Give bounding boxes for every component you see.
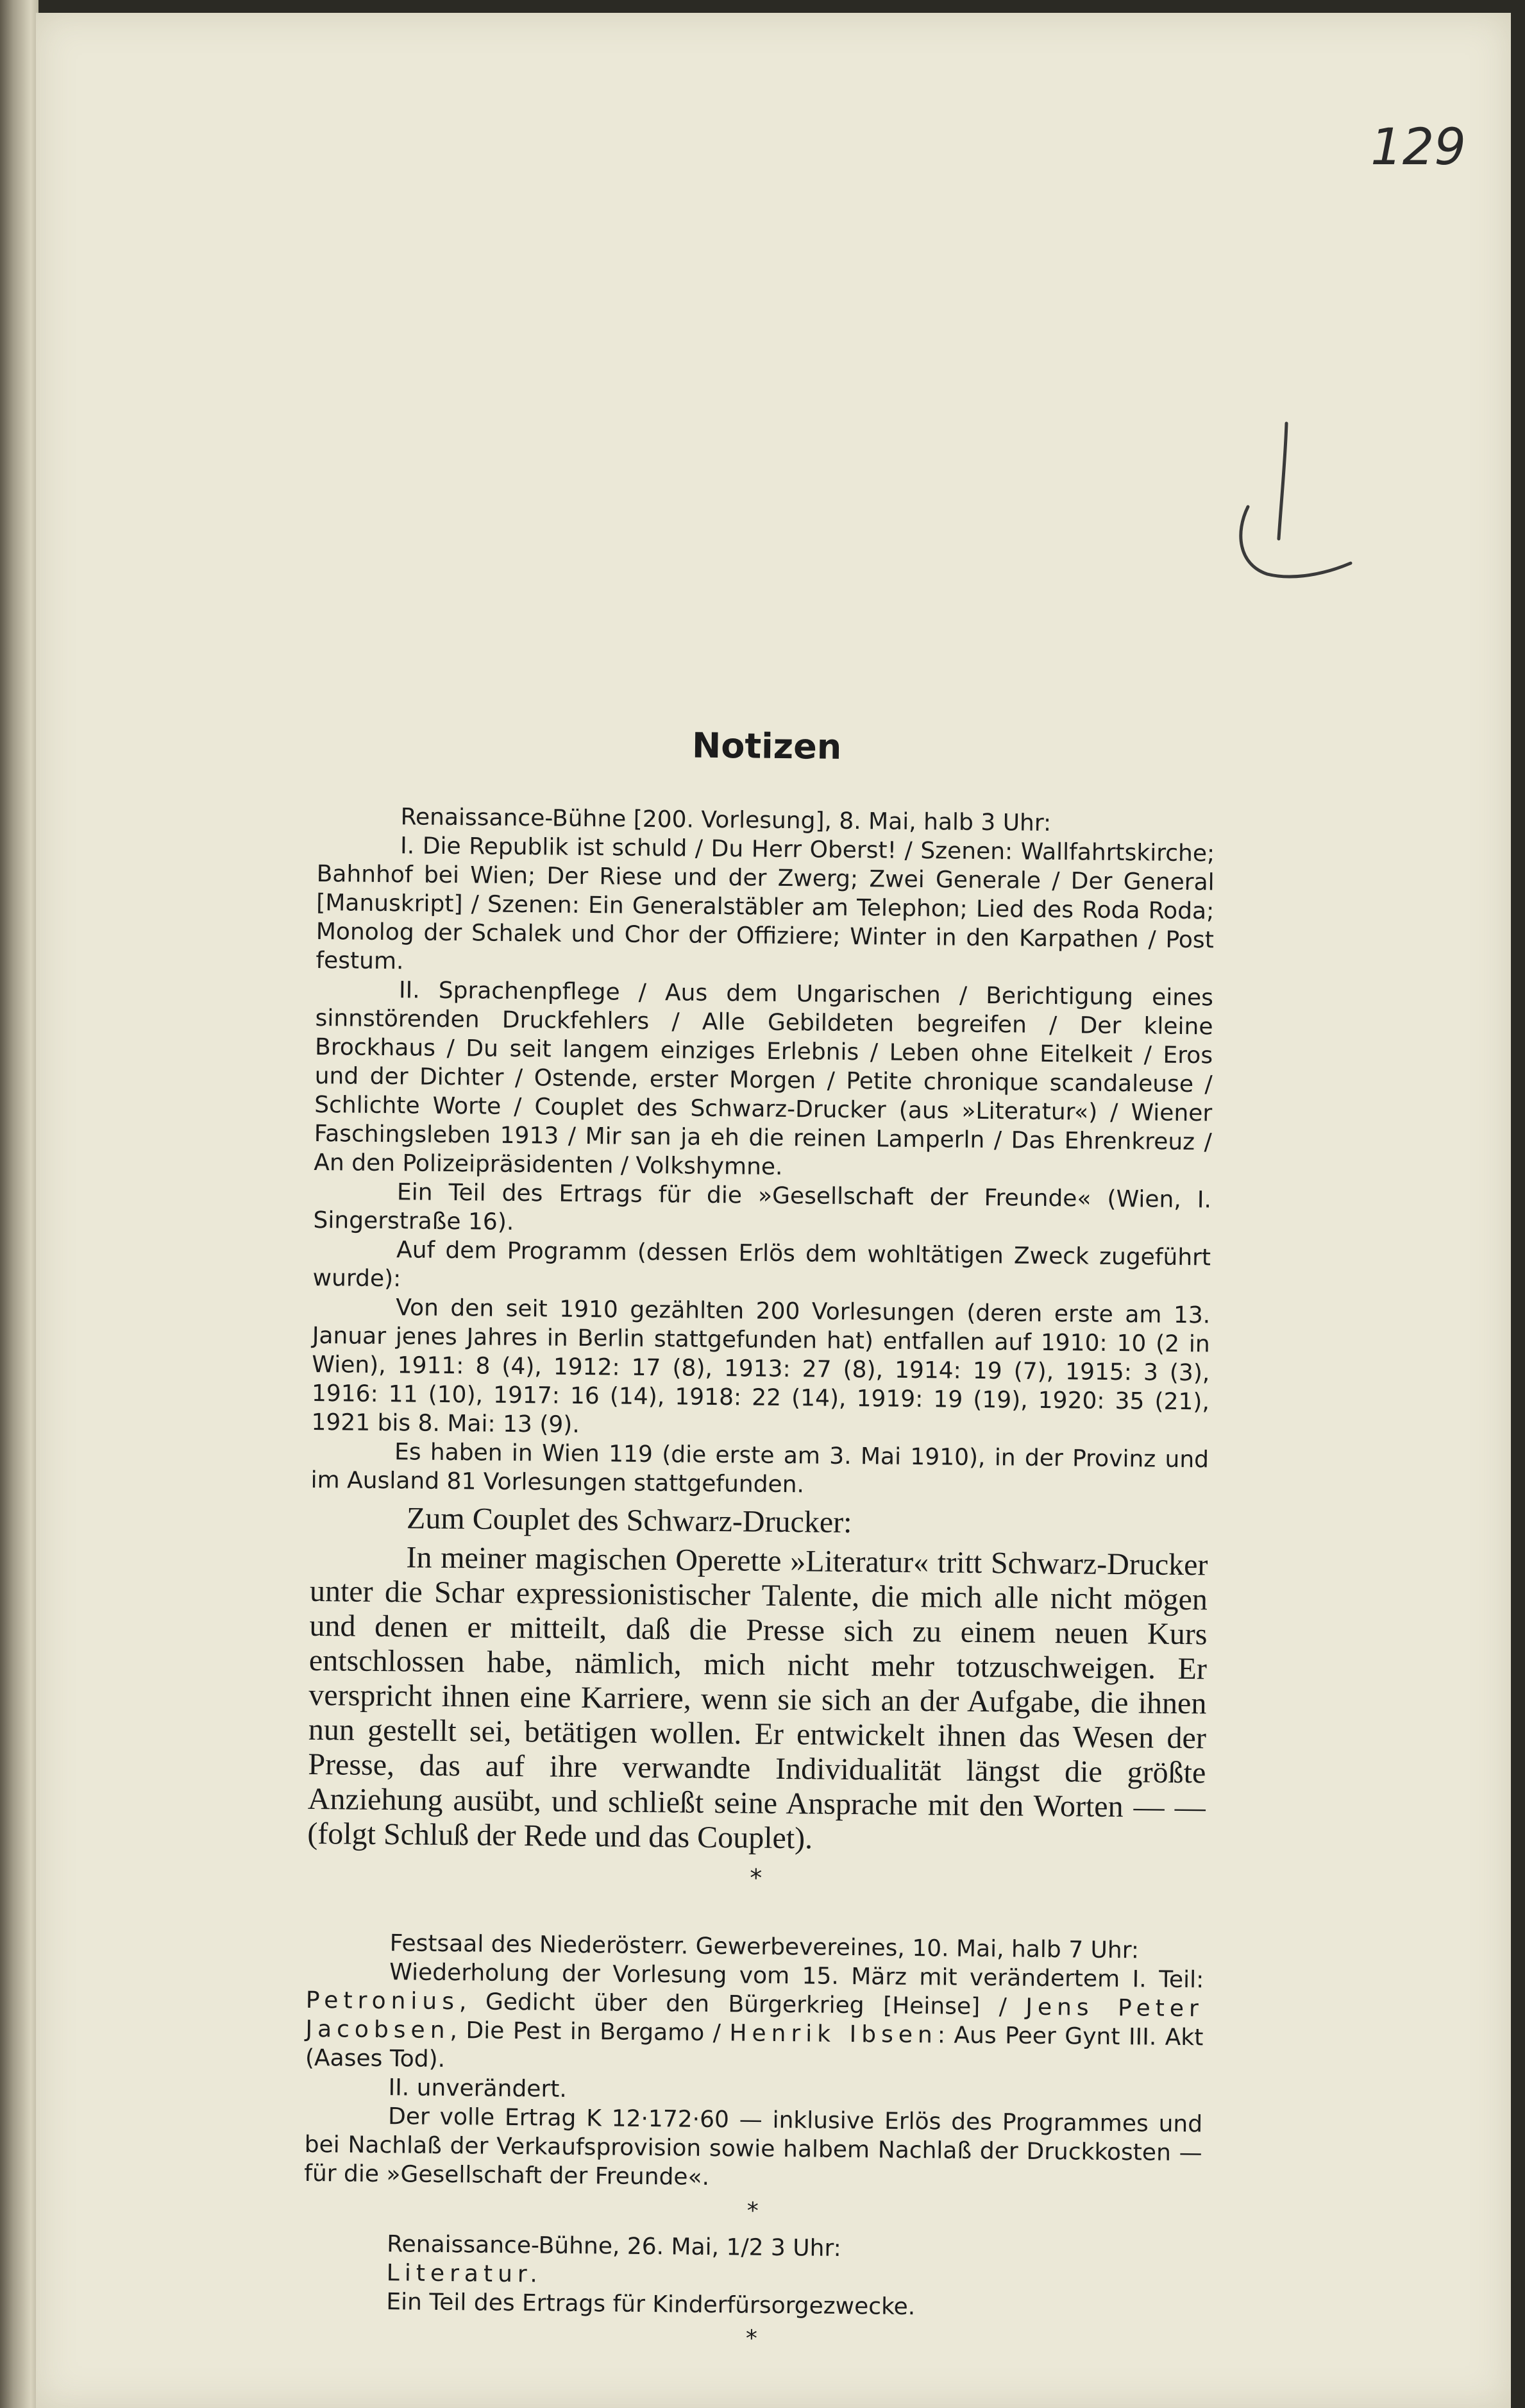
paragraph: II. Sprachenpflege / Aus dem Ungarischen / Berichtigung eines sinnstörenden Druckfehlers / Alle Gebildeten begreifen / Der kleine Brockhaus / Du seit langem einziges Erlebnis / Leben ohne Eitelkeit / Eros und der Dichter / Ostende, erster Morgen / Petite chronique scandaleuse / Schlichte Worte / Couplet des Schwarz-Drucker (aus »Literatur«) / Wiener Faschingsleben 1913 / Mir san ja eh die reinen Lamperln / Das Ehrenkreuz / An den Polizeipräsidenten / Volkshymne.	[314, 977, 1214, 1180]
pencil-mark	[1209, 411, 1376, 603]
paragraph: Renaissance-Bühne, 26. Mai, 1/2 3 Uhr:	[387, 2231, 841, 2262]
paragraph: Es haben in Wien 119 (die erste am 3. Mai 1910), in der Provinz und im Ausland 81 Vorlesungen stattgefunden.	[310, 1439, 1209, 1498]
section-festsaal	[304, 1928, 1204, 2196]
paragraph: Von den seit 1910 gezählten 200 Vorlesungen (deren erste am 13. Januar jenes Jahres in Berlin stattgefunden hat) entfallen auf 1910: 10 (2 in Wien), 1911: 8 (4), 1912: 17 (8), 1913: 27 (8), 1914: 19 (7), 1915: 3 (3), 1916: 11 (10), 1917: 16 (14), 1918: 22 (14), 1919: 19 (19), 1920: 35 (21), 1921 bis 8. Mai: 13 (9).	[311, 1294, 1211, 1438]
page-number-handwritten: 129	[1370, 119, 1466, 176]
text-run: , Die Pest in Bergamo /	[450, 2017, 730, 2047]
paragraph: Festsaal des Niederösterr. Gewerbevereines, 10. Mai, halb 7 Uhr:	[389, 1930, 1140, 1964]
paragraph: II. unverändert.	[388, 2074, 567, 2103]
document-page	[36, 13, 1511, 2408]
section-renaissance-26-mai	[303, 2229, 1201, 2324]
paragraph: Ein Teil des Ertrags für die »Gesellschaft der Freunde« (Wien, I. Singerstraße 16).	[313, 1179, 1212, 1235]
paragraph	[305, 1957, 1204, 2081]
paragraph: Der volle Ertrag K 12·172·60 — inklusive Erlös des Programmes und bei Nachlaß der Verkaufsprovision sowie halbem Nachlaß der Druckkosten — für die »Gesellschaft der Freunde«.	[304, 2103, 1203, 2191]
text-run: , Gedicht über den Bürgerkrieg [Heinse] /	[459, 1988, 1026, 2021]
author-name: Petronius	[305, 1987, 460, 2015]
paragraph: I. Die Republik ist schuld / Du Herr Oberst! / Szenen: Wallfahrtskirche; Bahnhof bei Wien; Der Riese und der Zwerg; Zwei Generale / Der General [Manuskript] / Szenen: Ein Generalstäbler am Telephon; Lied des Roda Roda; Monolog der Schalek und Chor der Offiziere; Winter in den Karpathen / Post festum.	[316, 833, 1215, 975]
paragraph: Literatur.	[386, 2260, 543, 2288]
text-run: : Aus Peer Gynt III. Akt (Aases Tod).	[305, 2022, 1204, 2073]
paragraph: Auf dem Programm (dessen Erlös dem wohltätigen Zweck zugeführt wurde):	[312, 1237, 1211, 1293]
separator-star: *	[746, 2198, 759, 2225]
paragraph: Ein Teil des Ertrags für Kinderfürsorgezwecke.	[386, 2289, 916, 2321]
page-title: Notizen	[691, 725, 842, 767]
couplet-heading: Zum Couplet des Schwarz-Drucker:	[406, 1501, 852, 1540]
author-name: Henrik Ibsen	[729, 2020, 938, 2049]
couplet-body: In meiner magischen Operette »Literatur« tritt Schwarz-Drucker unter die Schar expressionistischer Talente, die mich alle nicht mögen und denen er mitteilt, daß die Presse sich zu einem neuen Kurs entschlossen habe, nämlich, mich nicht mehr totzuschweigen. Er verspricht ihnen eine Karriere, wenn sie sich an der Aufgabe, die ihnen nun gestellt sei, betätigen wollen. Er entwickelt ihnen das Wesen der Presse, das auf ihre verwandte Individualität längst die größte Anziehung ausübt, und schließt seine Ansprache mit den Worten — — (folgt Schluß der Rede und das Couplet).	[307, 1540, 1208, 1856]
text-run: Wiederholung der Vorlesung vom 15. März mit verändertem I. Teil:	[389, 1959, 1204, 1994]
notes-text	[303, 722, 1216, 2365]
author-name: Jens Peter Jacobsen	[305, 1994, 1204, 2044]
separator-star: *	[750, 1863, 762, 1892]
paragraph: Renaissance-Bühne [200. Vorlesung], 8. Mai, halb 3 Uhr:	[400, 804, 1052, 836]
separator-star: *	[745, 2325, 758, 2352]
section-reading-200	[310, 802, 1215, 1503]
book-spine	[0, 0, 38, 2408]
